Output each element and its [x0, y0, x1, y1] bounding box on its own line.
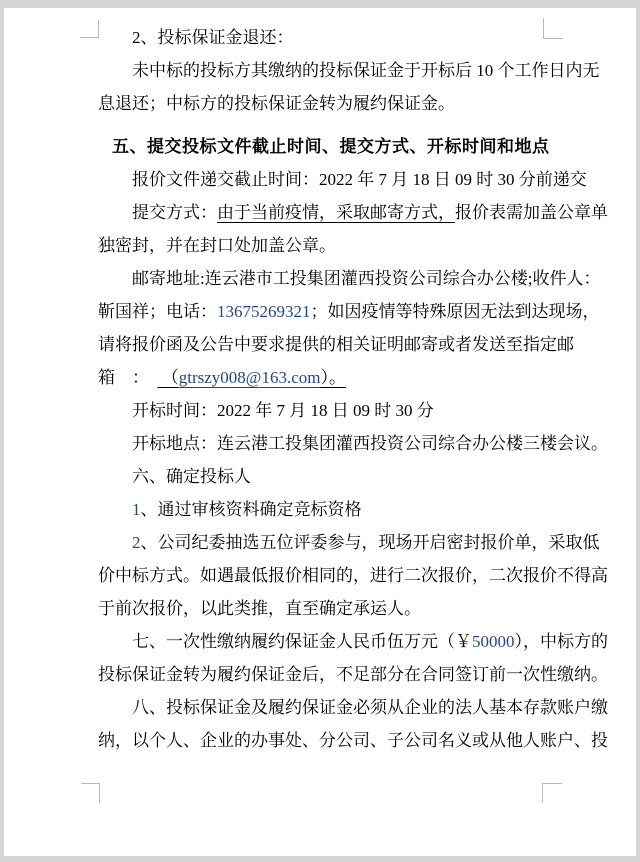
- text-run: 六、确定投标人: [132, 467, 251, 486]
- text-run: ；如因疫情等特殊原因无法到达现场，: [310, 302, 600, 321]
- text-line: [98, 21, 550, 54]
- text-run: 提交方式：: [132, 203, 217, 222]
- highlighted-number-run: gtrszy008@163.com: [178, 368, 321, 387]
- text-run: 八、投标保证金及履约保证金必须从企业的法人基本存款账户缴: [132, 698, 608, 717]
- text-run: 开标地点：连云港工投集团灌西投资公司综合办公楼三楼会议。: [132, 434, 608, 453]
- text-run: 未中标的投标方其缴纳的投标保证金于开标后 10 个工作日内无: [132, 61, 600, 80]
- text-run: 报价文件递交截止时间：2022 年 7 月 18 日 09 时 30 分前递交: [132, 170, 587, 189]
- text-line: [98, 526, 600, 559]
- text-run: （: [157, 368, 179, 387]
- text-line: [98, 625, 608, 658]
- text-line: [98, 658, 608, 691]
- text-run: 2、投标保证金退还：: [132, 28, 294, 47]
- text-boundary-mark-bottom-left: [81, 783, 100, 803]
- text-line: [98, 163, 587, 196]
- text-line: [98, 691, 608, 724]
- document-page: [4, 8, 636, 856]
- text-run: ：: [115, 368, 158, 387]
- text-line: [98, 87, 550, 120]
- text-run: 价中标方式。如遇最低报价相同的，进行二次报价，二次报价不得高: [98, 566, 608, 585]
- text-run: 箱: [98, 368, 115, 387]
- text-line: [98, 262, 601, 295]
- text-run: 报价表需加盖公章单: [455, 203, 608, 222]
- text-run: 开标时间：2022 年 7 月 18 日 09 时 30 分: [132, 401, 434, 420]
- text-run: ），中标方的: [514, 632, 608, 651]
- text-line: [98, 229, 550, 262]
- text-run: ）。: [320, 368, 346, 387]
- text-line: [98, 394, 550, 427]
- text-run: 独密封，并在封口处加盖公章。: [98, 236, 336, 255]
- text-line: [98, 493, 550, 526]
- text-line: [98, 592, 550, 625]
- text-line: [98, 559, 608, 592]
- text-run: 由于当前疫情，采取邮寄方式，: [217, 203, 455, 222]
- highlighted-number-run: 13675269321: [217, 302, 311, 321]
- text-run: 七、一次性缴纳履约保证金人民币伍万元（￥: [132, 632, 472, 651]
- text-run: 投标保证金转为履约保证金后，不足部分在合同签订前一次性缴纳。: [98, 665, 608, 684]
- highlighted-number-run: 1: [132, 500, 141, 519]
- text-line: [98, 724, 608, 757]
- text-line: [98, 328, 574, 361]
- text-run: 靳国祥；电话：: [98, 302, 217, 321]
- text-boundary-mark-top-left: [80, 20, 99, 38]
- text-run: 请将报价函及公告中要求提供的相关证明邮寄或者发送至指定邮: [98, 335, 574, 354]
- text-run: 息退还；中标方的投标保证金转为履约保证金。: [98, 94, 455, 113]
- text-line: [98, 361, 550, 394]
- text-line: [98, 196, 608, 229]
- text-line: [98, 427, 608, 460]
- text-run: 五、提交投标文件截止时间、提交方式、开标时间和地点: [112, 137, 550, 156]
- highlighted-number-run: 2: [132, 533, 141, 552]
- text-run: 纳，以个人、企业的办事处、分公司、子公司名义或从他人账户、投: [98, 731, 608, 750]
- section-heading-line: [98, 130, 550, 163]
- text-run: 、公司纪委抽选五位评委参与，现场开启密封报价单，采取低: [140, 533, 600, 552]
- text-line: [98, 460, 550, 493]
- text-line: [98, 54, 600, 87]
- text-run: 于前次报价，以此类推，直至确定承运人。: [98, 599, 421, 618]
- document-text-body: [98, 21, 608, 757]
- text-run: 邮寄地址:连云港市工投集团灌西投资公司综合办公楼;收件人：: [132, 269, 601, 288]
- text-run: 、通过审核资料确定竞标资格: [140, 500, 362, 519]
- highlighted-number-run: 50000: [472, 632, 515, 651]
- text-line: [98, 295, 600, 328]
- text-boundary-mark-bottom-right: [542, 783, 562, 802]
